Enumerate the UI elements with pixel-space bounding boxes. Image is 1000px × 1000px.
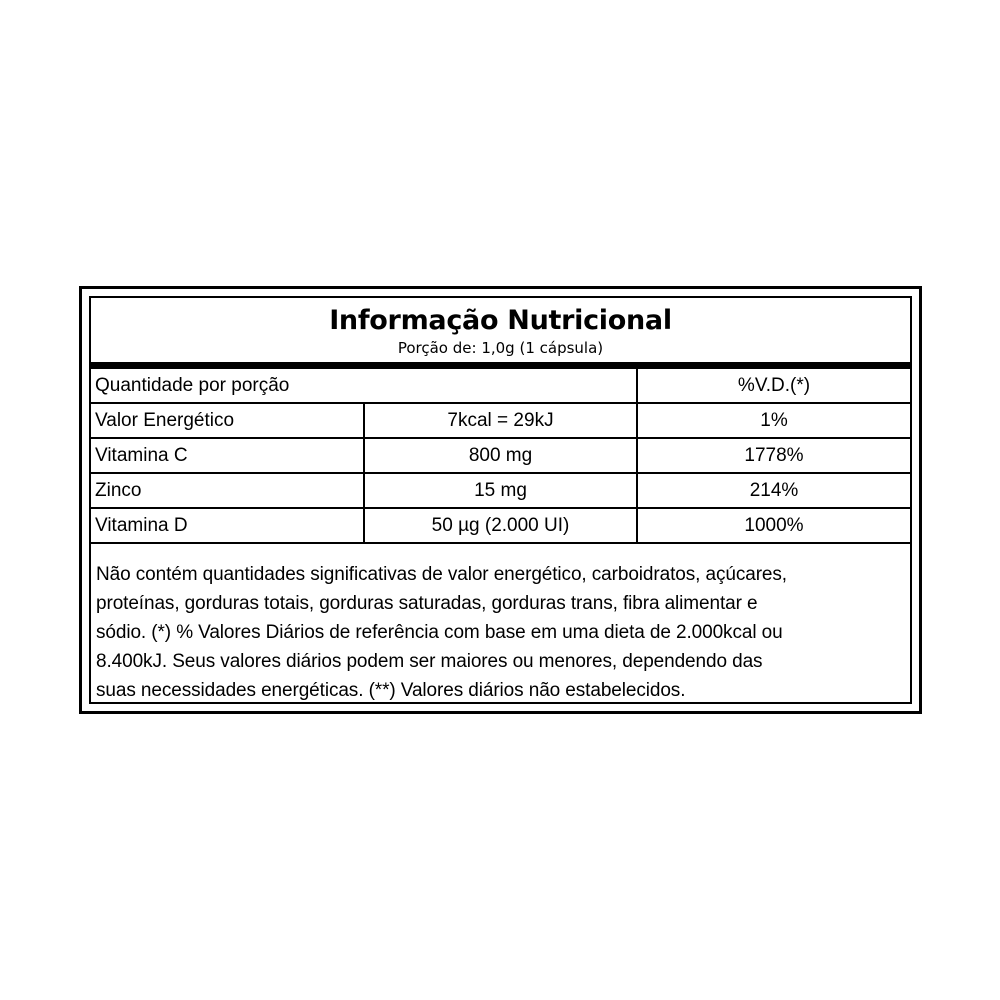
nutrient-daily-value: 1%: [637, 403, 910, 438]
footnote-line: suas necessidades energéticas. (**) Valores diários não estabelecidos.: [96, 680, 686, 701]
nutrient-daily-value: 1778%: [637, 438, 910, 473]
serving-size: Porção de: 1,0g (1 cápsula): [397, 339, 604, 357]
nutrient-name: Vitamina D: [91, 508, 364, 543]
nutrient-amount: 50 µg (2.000 UI): [364, 508, 637, 543]
footnote: [96, 560, 908, 705]
nutrient-amount: 7kcal = 29kJ: [364, 403, 637, 438]
table-row: [91, 508, 910, 543]
label-header: [91, 298, 910, 362]
label-title: Informação Nutricional: [329, 305, 672, 336]
table-row: [91, 403, 910, 438]
nutrient-name: Zinco: [91, 473, 364, 508]
quantity-per-serving-label: Quantidade por porção: [91, 369, 637, 403]
footnote-line: proteínas, gorduras totais, gorduras saturadas, gorduras trans, fibra alimentar e: [96, 593, 758, 614]
footnote-line: Não contém quantidades significativas de valor energético, carboidratos, açúcares,: [96, 564, 787, 585]
nutrient-amount: 800 mg: [364, 438, 637, 473]
nutrient-daily-value: 1000%: [637, 508, 910, 543]
nutrient-daily-value: 214%: [637, 473, 910, 508]
footnote-line: 8.400kJ. Seus valores diários podem ser maiores ou menores, dependendo das: [96, 651, 763, 672]
table-row: [91, 473, 910, 508]
table-header-row: [91, 369, 910, 403]
daily-value-header: %V.D.(*): [637, 369, 910, 403]
nutrient-name: Vitamina C: [91, 438, 364, 473]
table-row: [91, 438, 910, 473]
nutrition-label-inner: [89, 296, 912, 704]
nutrition-label: [79, 286, 922, 714]
nutrient-amount: 15 mg: [364, 473, 637, 508]
nutrition-table: [91, 369, 910, 544]
thick-divider: [91, 362, 910, 369]
footnote-line: sódio. (*) % Valores Diários de referência com base em uma dieta de 2.000kcal ou: [96, 622, 783, 643]
nutrient-name: Valor Energético: [91, 403, 364, 438]
